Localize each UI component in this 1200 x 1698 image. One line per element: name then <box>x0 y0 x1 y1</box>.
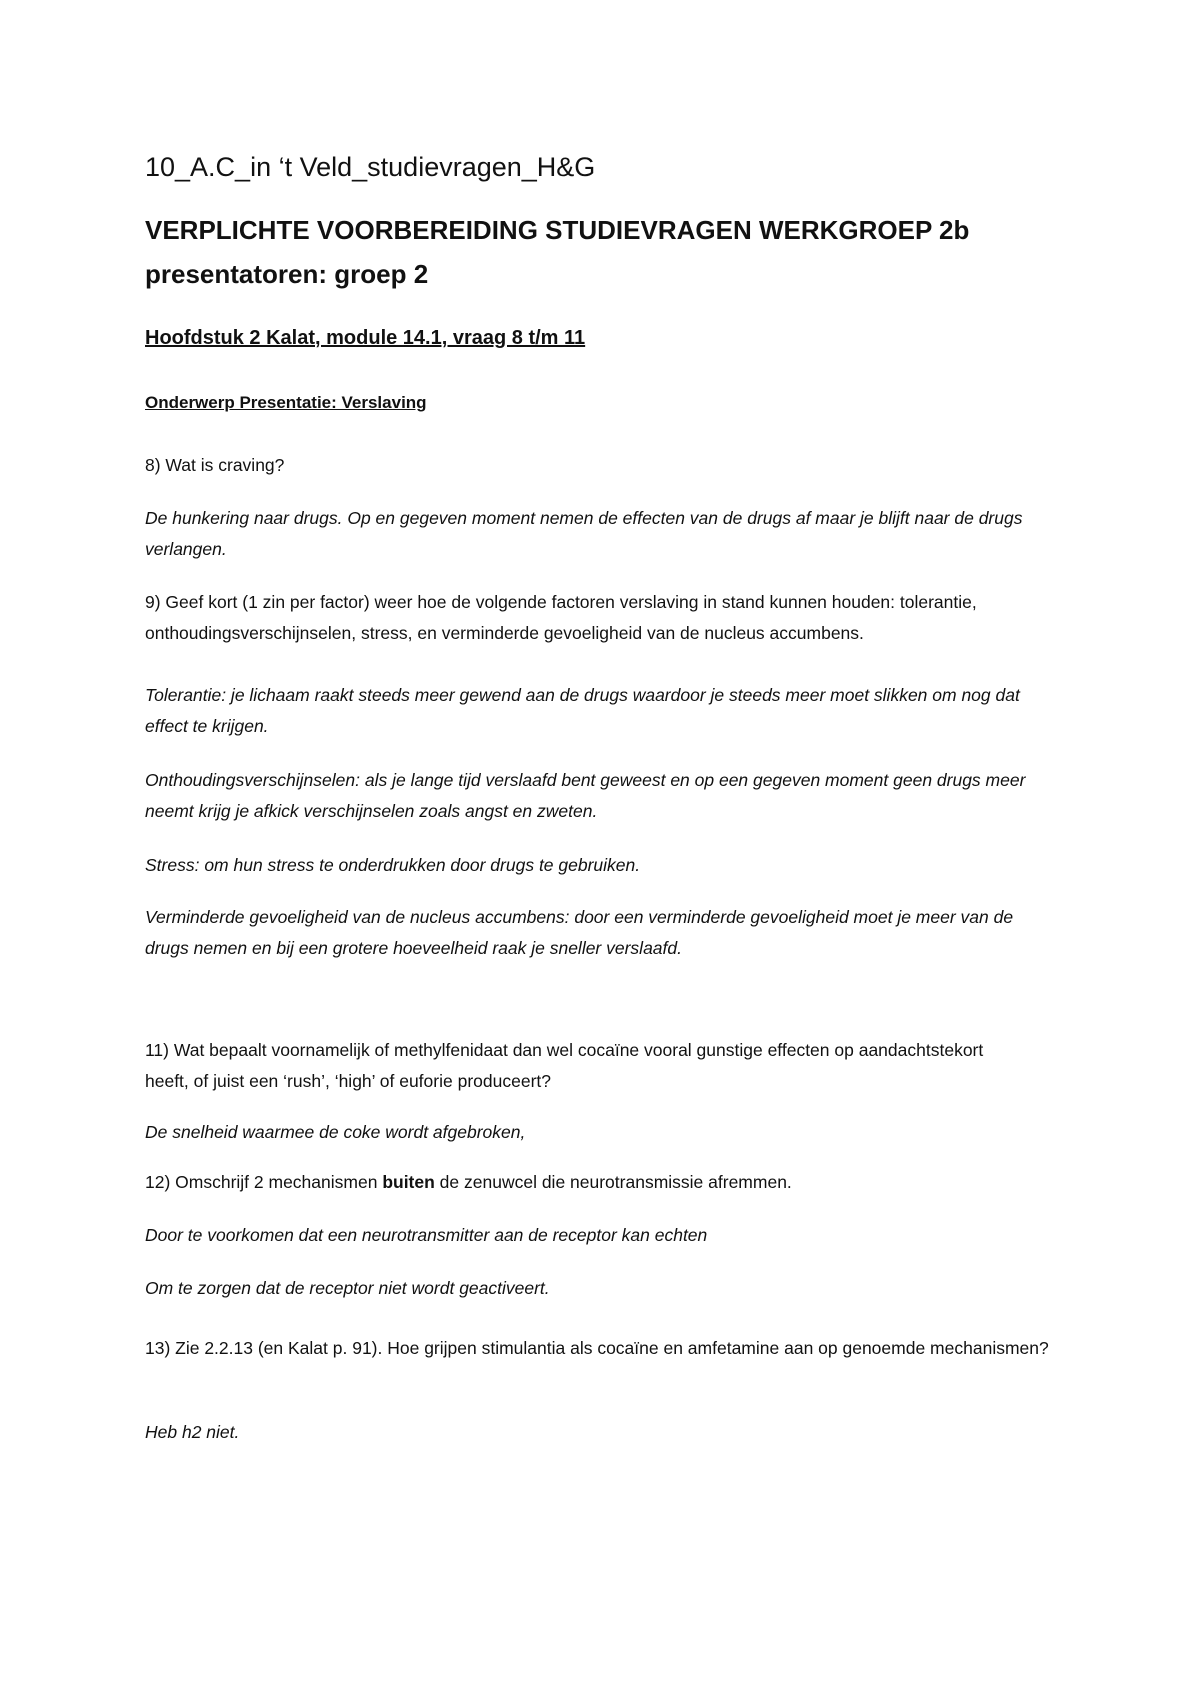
answer-8: De hunkering naar drugs. Op en gegeven moment nemen de effecten van de drugs af maar je blijft naar de drugs verlangen. <box>145 508 1023 559</box>
answer-9-nucleus: Verminderde gevoeligheid van de nucleus accumbens: door een verminderde gevoeligheid moet je meer van de drugs nemen en bij een grotere hoeveelheid raak je sneller verslaafd. <box>145 907 1014 958</box>
question-13: 13) Zie 2.2.13 (en Kalat p. 91). Hoe grijpen stimulantia als cocaïne en amfetamine aan op genoemde mechanismen? <box>145 1338 1049 1358</box>
answer-9-withdrawal: Onthoudingsverschijnselen: als je lange tijd verslaafd bent geweest en op een gegeven moment geen drugs meer neemt krijg je afkick verschijnselen zoals angst en zweten. <box>145 770 1026 821</box>
main-heading-line-2: presentatoren: groep 2 <box>145 259 429 289</box>
question-12-emphasis: buiten <box>382 1172 435 1192</box>
answer-12-first: Door te voorkomen dat een neurotransmitter aan de receptor kan echten <box>145 1225 708 1245</box>
question-9: 9) Geef kort (1 zin per factor) weer hoe de volgende factoren verslaving in stand kunnen houden: tolerantie, onthoudingsverschijnselen, stress, en verminderde gevoeligheid van de nucleus accumbens. <box>145 592 977 643</box>
answer-9-tolerance: Tolerantie: je lichaam raakt steeds meer gewend aan de drugs waardoor je steeds meer moet slikken om nog dat effect te krijgen. <box>145 685 1020 736</box>
question-12-text-before: 12) Omschrijf 2 mechanismen <box>145 1172 383 1192</box>
question-12 <box>145 1167 1065 1198</box>
question-11: 11) Wat bepaalt voornamelijk of methylfenidaat dan wel cocaïne vooral gunstige effecten op aandachtstekort heeft, of juist een ‘rush’, ‘high’ of euforie produceert? <box>145 1040 984 1091</box>
chapter-heading: Hoofdstuk 2 Kalat, module 14.1, vraag 8 t/m 11 <box>145 327 586 349</box>
main-heading <box>145 208 1105 296</box>
topic-heading: Onderwerp Presentatie: Verslaving <box>145 393 427 412</box>
answer-12-second: Om te zorgen dat de receptor niet wordt geactiveert. <box>145 1278 550 1298</box>
answer-11: De snelheid waarmee de coke wordt afgebroken, <box>145 1122 526 1142</box>
answer-13: Heb h2 niet. <box>145 1422 240 1442</box>
question-8: 8) Wat is craving? <box>145 455 285 475</box>
main-heading-line-1: VERPLICHTE VOORBEREIDING STUDIEVRAGEN WERKGROEP 2b <box>145 215 970 245</box>
question-12-text-after: de zenuwcel die neurotransmissie afremmen. <box>434 1172 792 1192</box>
document-title: 10_A.C_in ‘t Veld_studievragen_H&G <box>145 152 596 182</box>
answer-9-stress: Stress: om hun stress te onderdrukken door drugs te gebruiken. <box>145 855 641 875</box>
